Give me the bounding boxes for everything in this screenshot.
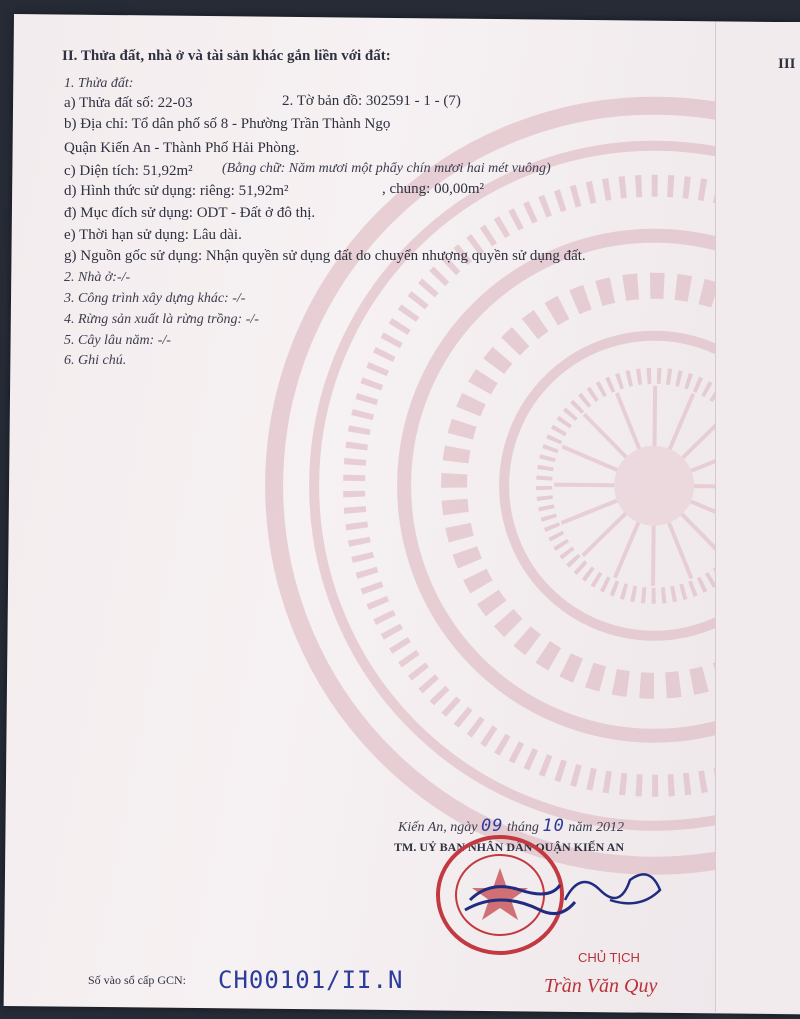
address-line-1: b) Địa chỉ: Tổ dân phố số 8 - Phường Trần Thành Ngọ (64, 116, 391, 132)
forest-line: 4. Rừng sản xuất là rừng trồng: -/- (64, 312, 259, 327)
chairman-name: Trần Văn Quy (544, 975, 658, 997)
address-line-2: Quận Kiến An - Thành Phố Hải Phòng. (64, 140, 300, 156)
use-form: d) Hình thức sử dụng: riêng: 51,92m² (64, 183, 289, 199)
registry-label: Số vào sổ cấp GCN: (88, 973, 186, 987)
right-page-edge (715, 22, 800, 1012)
use-common: , chung: 00,00m² (382, 181, 484, 197)
place-date-prefix: Kiến An, ngày (398, 820, 478, 835)
right-section-header: III (778, 56, 796, 72)
land-purpose: đ) Mục đích sử dụng: ODT - Đất ở đô thị. (64, 205, 316, 221)
signature-scribble (560, 860, 670, 920)
area-in-words: (Bằng chữ: Năm mươi một phẩy chín mươi hai mét vuông) (222, 161, 551, 176)
land-title: 1. Thửa đất: (64, 76, 134, 91)
place-date-month-label: tháng (506, 820, 539, 835)
chairman-title: CHỦ TỊCH (578, 950, 640, 965)
map-sheet: 2. Tờ bản đồ: 302591 - 1 - (7) (282, 93, 461, 109)
parcel-number: a) Thửa đất số: 22-03 (64, 95, 193, 111)
house-line: 2. Nhà ở:-/- (64, 270, 131, 285)
month-handwritten: 10 (542, 816, 565, 836)
day-handwritten: 09 (480, 816, 504, 836)
perennial-line: 5. Cây lâu năm: -/- (64, 333, 171, 348)
use-term: e) Thời hạn sử dụng: Lâu dài. (64, 227, 242, 243)
place-date-year: năm 2012 (568, 820, 624, 835)
notes-line: 6. Ghi chú. (64, 353, 127, 368)
land-origin: g) Nguồn gốc sử dụng: Nhận quyền sử dụng đất do chuyển nhượng quyền sử dụng đất. (64, 248, 586, 264)
official-seal (430, 830, 580, 960)
area: c) Diện tích: 51,92m² (64, 163, 193, 179)
authority-title: TM. UỶ BAN NHÂN DÂN QUẬN KIẾN AN (394, 840, 625, 854)
section-header: II. Thửa đất, nhà ở và tài sản khác gắn liền với đất: (62, 48, 391, 64)
registry-number: CH00101/II.N (218, 966, 404, 994)
construction-line: 3. Công trình xây dựng khác: -/- (64, 291, 246, 306)
